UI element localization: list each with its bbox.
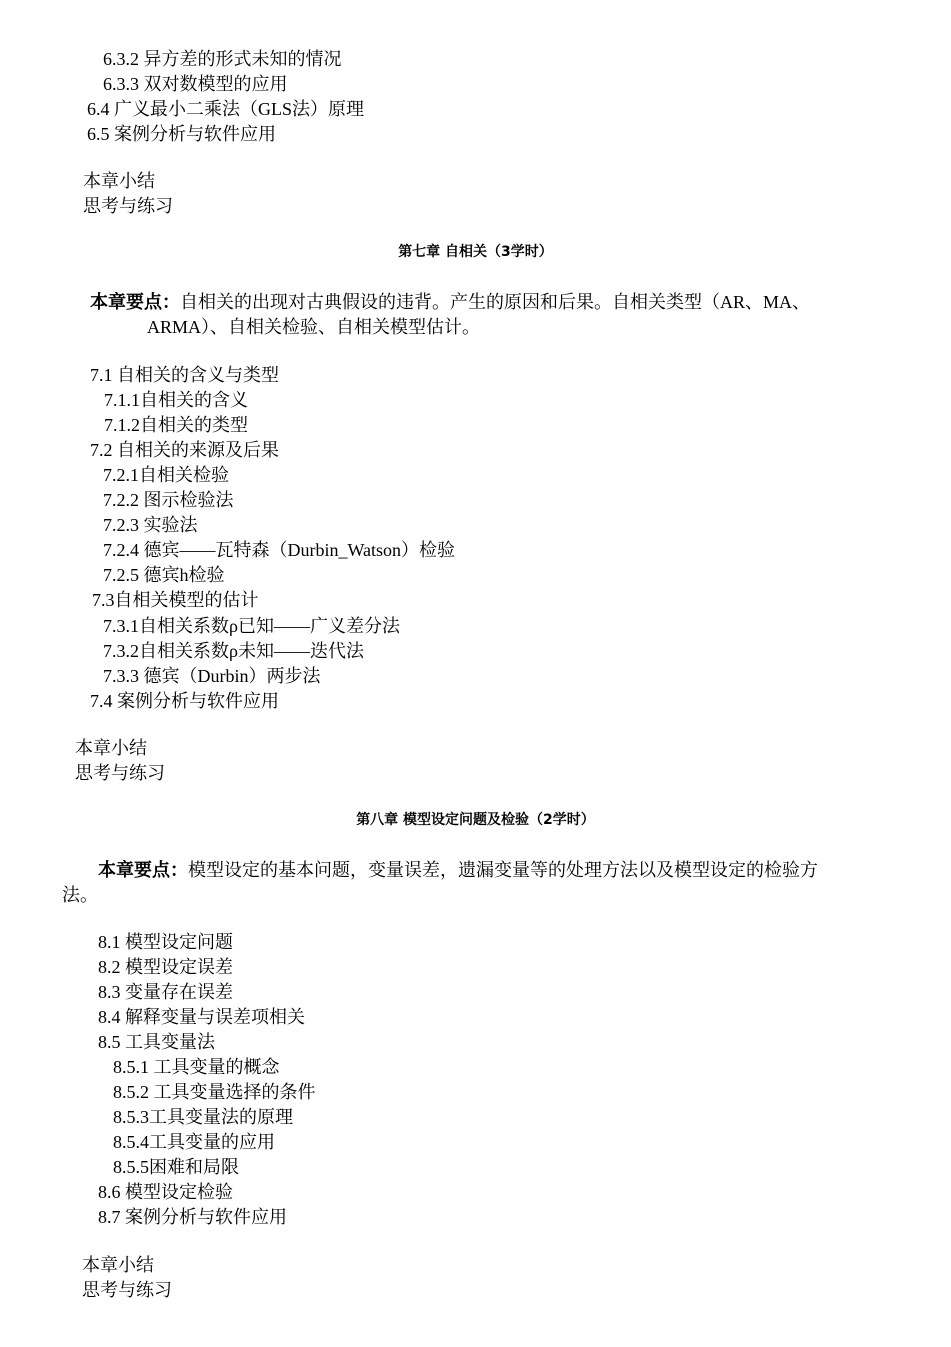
toc-item: 7.2.4 德宾——瓦特森（Durbin_Watson）检验 [103, 540, 456, 560]
toc-item: 7.4 案例分析与软件应用 [90, 691, 279, 711]
toc-item: 8.7 案例分析与软件应用 [98, 1207, 287, 1227]
chapter-7-keypoints [90, 290, 880, 340]
toc-item: 6.5 案例分析与软件应用 [87, 124, 276, 144]
chapter-summary: 本章小结 [82, 1255, 154, 1275]
keypoints-text: 模型设定的基本问题，变量误差，遗漏变量等的处理方法以及模型设定的检验方 [188, 860, 818, 880]
toc-item: 7.1.1自相关的含义 [104, 390, 248, 410]
toc-item: 8.5 工具变量法 [98, 1032, 215, 1052]
toc-item: 8.4 解释变量与误差项相关 [98, 1007, 305, 1027]
chapter-exercises: 思考与练习 [83, 196, 173, 216]
keypoints-text-cont: 法。 [62, 885, 98, 905]
toc-item: 8.1 模型设定问题 [98, 932, 233, 952]
chapter-7-title: 第七章 自相关（3学时） [398, 244, 553, 260]
toc-item: 7.1.2自相关的类型 [104, 415, 248, 435]
toc-item: 8.3 变量存在误差 [98, 982, 233, 1002]
keypoints-text: 自相关的出现对古典假设的违背。产生的原因和后果。自相关类型（AR、MA、 [180, 292, 811, 312]
toc-item: 8.5.3工具变量法的原理 [113, 1107, 293, 1127]
chapter-8-keypoints [62, 858, 882, 908]
toc-item: 7.3自相关模型的估计 [92, 590, 259, 610]
keypoints-text-cont: ARMA）、自相关检验、自相关模型估计。 [147, 317, 481, 337]
keypoints-label: 本章要点： [90, 292, 180, 312]
toc-item: 7.2.1自相关检验 [103, 465, 229, 485]
toc-item: 7.2 自相关的来源及后果 [90, 440, 279, 460]
toc-item: 7.2.5 德宾h检验 [103, 565, 225, 585]
chapter-8-title: 第八章 模型设定问题及检验（2学时） [356, 812, 595, 828]
toc-item: 8.5.2 工具变量选择的条件 [113, 1082, 316, 1102]
toc-item: 6.3.2 异方差的形式未知的情况 [103, 49, 342, 69]
toc-item: 8.5.4工具变量的应用 [113, 1132, 275, 1152]
chapter-summary: 本章小结 [83, 171, 155, 191]
toc-item: 8.5.5困难和局限 [113, 1157, 239, 1177]
toc-item: 7.3.1自相关系数ρ已知——广义差分法 [103, 616, 400, 636]
chapter-exercises: 思考与练习 [82, 1280, 172, 1300]
chapter-exercises: 思考与练习 [75, 763, 165, 783]
toc-item: 7.3.3 德宾（Durbin）两步法 [103, 666, 321, 686]
toc-item: 8.5.1 工具变量的概念 [113, 1057, 280, 1077]
toc-item: 8.6 模型设定检验 [98, 1182, 233, 1202]
toc-item: 7.2.2 图示检验法 [103, 490, 234, 510]
toc-item: 6.3.3 双对数模型的应用 [103, 74, 288, 94]
keypoints-label: 本章要点： [98, 860, 188, 880]
toc-item: 6.4 广义最小二乘法（GLS法）原理 [87, 99, 365, 119]
chapter-summary: 本章小结 [75, 738, 147, 758]
toc-item: 7.2.3 实验法 [103, 515, 198, 535]
toc-item: 8.2 模型设定误差 [98, 957, 233, 977]
toc-item: 7.1 自相关的含义与类型 [90, 365, 279, 385]
toc-item: 7.3.2自相关系数ρ未知——迭代法 [103, 641, 364, 661]
